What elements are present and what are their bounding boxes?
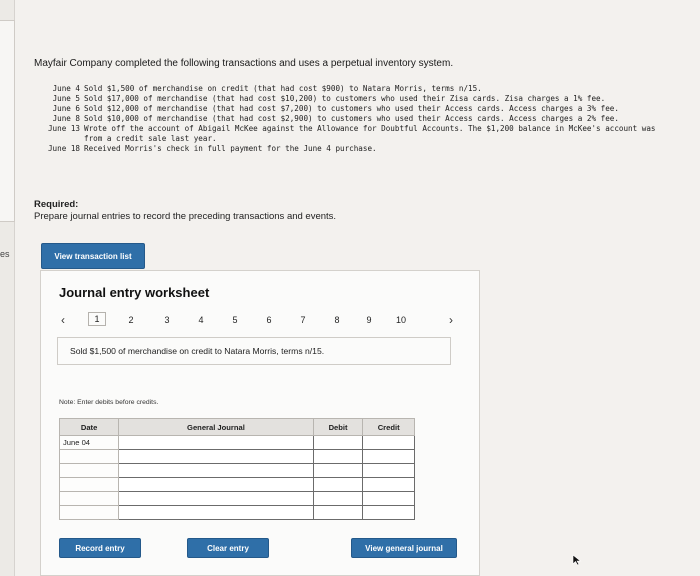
transaction-row	[34, 94, 674, 104]
credit-input[interactable]	[363, 478, 415, 492]
transaction-date: June 8	[52, 114, 80, 123]
worksheet-pager	[57, 315, 469, 329]
left-panel-tab[interactable]	[0, 20, 15, 222]
date-cell	[60, 492, 119, 506]
note-text: Note: Enter debits before credits.	[59, 399, 159, 406]
transaction-date: June 18	[47, 144, 80, 153]
debit-input[interactable]	[313, 450, 363, 464]
journal-row	[60, 436, 415, 450]
date-cell	[60, 450, 119, 464]
general-journal-header: General Journal	[119, 419, 314, 436]
required-heading: Required:	[34, 199, 79, 210]
page-5-tab[interactable]: 5	[232, 315, 238, 325]
transaction-date: June 4	[52, 84, 80, 93]
intro-text: Mayfair Company completed the following transactions and uses a perpetual inventory system.	[34, 58, 454, 69]
account-input[interactable]	[119, 492, 314, 506]
page-3-tab[interactable]: 3	[164, 315, 170, 325]
credit-input[interactable]	[363, 506, 415, 520]
transaction-row	[34, 104, 674, 114]
transaction-date: June 6	[52, 104, 80, 113]
transaction-description: Sold $1,500 of merchandise on credit to Natara Morris, terms n/15.	[57, 337, 451, 365]
transaction-text: Sold $12,000 of merchandise (that had cost $7,200) to customers who used their Access cards. Access charges a 3% fee.	[84, 104, 619, 113]
journal-row	[60, 492, 415, 506]
transaction-text: Sold $10,000 of merchandise (that had cost $2,900) to customers who used their Access cards. Access charges a 2% fee.	[84, 114, 619, 123]
debit-input[interactable]	[313, 506, 363, 520]
debit-input[interactable]	[313, 464, 363, 478]
transaction-row	[34, 84, 674, 94]
page-4-tab[interactable]: 4	[198, 315, 204, 325]
date-cell	[60, 478, 119, 492]
record-entry-button[interactable]: Record entry	[59, 538, 141, 558]
required-text: Prepare journal entries to record the preceding transactions and events.	[34, 211, 337, 222]
transaction-row	[34, 124, 674, 144]
transaction-row	[34, 114, 674, 124]
side-cut-label: es	[0, 249, 10, 259]
journal-row	[60, 450, 415, 464]
account-input[interactable]	[119, 506, 314, 520]
transaction-text: Sold $1,500 of merchandise on credit (that had cost $900) to Natara Morris, terms n/15.	[84, 84, 482, 93]
account-input[interactable]	[119, 478, 314, 492]
credit-input[interactable]	[363, 436, 415, 450]
date-cell: June 04	[60, 436, 119, 450]
date-cell	[60, 506, 119, 520]
credit-input[interactable]	[363, 450, 415, 464]
page-2-tab[interactable]: 2	[128, 315, 134, 325]
account-input[interactable]	[119, 436, 314, 450]
account-input[interactable]	[119, 450, 314, 464]
transaction-text: Received Morris's check in full payment for the June 4 purchase.	[84, 144, 377, 153]
transaction-list	[34, 84, 674, 154]
credit-header: Credit	[363, 419, 415, 436]
page-7-tab[interactable]: 7	[300, 315, 306, 325]
debit-input[interactable]	[313, 492, 363, 506]
credit-input[interactable]	[363, 492, 415, 506]
transaction-date: June 5	[52, 94, 80, 103]
chevron-left-icon[interactable]: ‹	[61, 313, 65, 327]
transaction-date: June 13	[47, 124, 80, 133]
mouse-cursor-icon	[572, 554, 582, 566]
journal-row	[60, 478, 415, 492]
journal-row	[60, 464, 415, 478]
transaction-text: Sold $17,000 of merchandise (that had cost $10,200) to customers who used their Zisa cards. Zisa charges a 1% fee.	[84, 94, 606, 103]
date-header: Date	[60, 419, 119, 436]
journal-worksheet-panel	[40, 270, 480, 576]
view-general-journal-button[interactable]: View general journal	[351, 538, 457, 558]
transaction-text: Wrote off the account of Abigail McKee against the Allowance for Doubtful Accounts. The $1,200 balance in McKee's account was from a credit sale last year.	[84, 124, 656, 143]
page-6-tab[interactable]: 6	[266, 315, 272, 325]
page-10-tab[interactable]: 10	[395, 315, 406, 325]
debit-input[interactable]	[313, 478, 363, 492]
page-1-tab[interactable]: 1	[89, 313, 105, 325]
debit-input[interactable]	[313, 436, 363, 450]
page-9-tab[interactable]: 9	[366, 315, 372, 325]
debit-header: Debit	[313, 419, 363, 436]
journal-row	[60, 506, 415, 520]
credit-input[interactable]	[363, 464, 415, 478]
page-8-tab[interactable]: 8	[334, 315, 340, 325]
account-input[interactable]	[119, 464, 314, 478]
transaction-row	[34, 144, 674, 154]
chevron-right-icon[interactable]: ›	[449, 313, 453, 327]
view-transaction-list-button[interactable]: View transaction list	[41, 243, 145, 269]
date-cell	[60, 464, 119, 478]
worksheet-title: Journal entry worksheet	[59, 285, 210, 300]
journal-table	[59, 418, 415, 520]
clear-entry-button[interactable]: Clear entry	[187, 538, 269, 558]
